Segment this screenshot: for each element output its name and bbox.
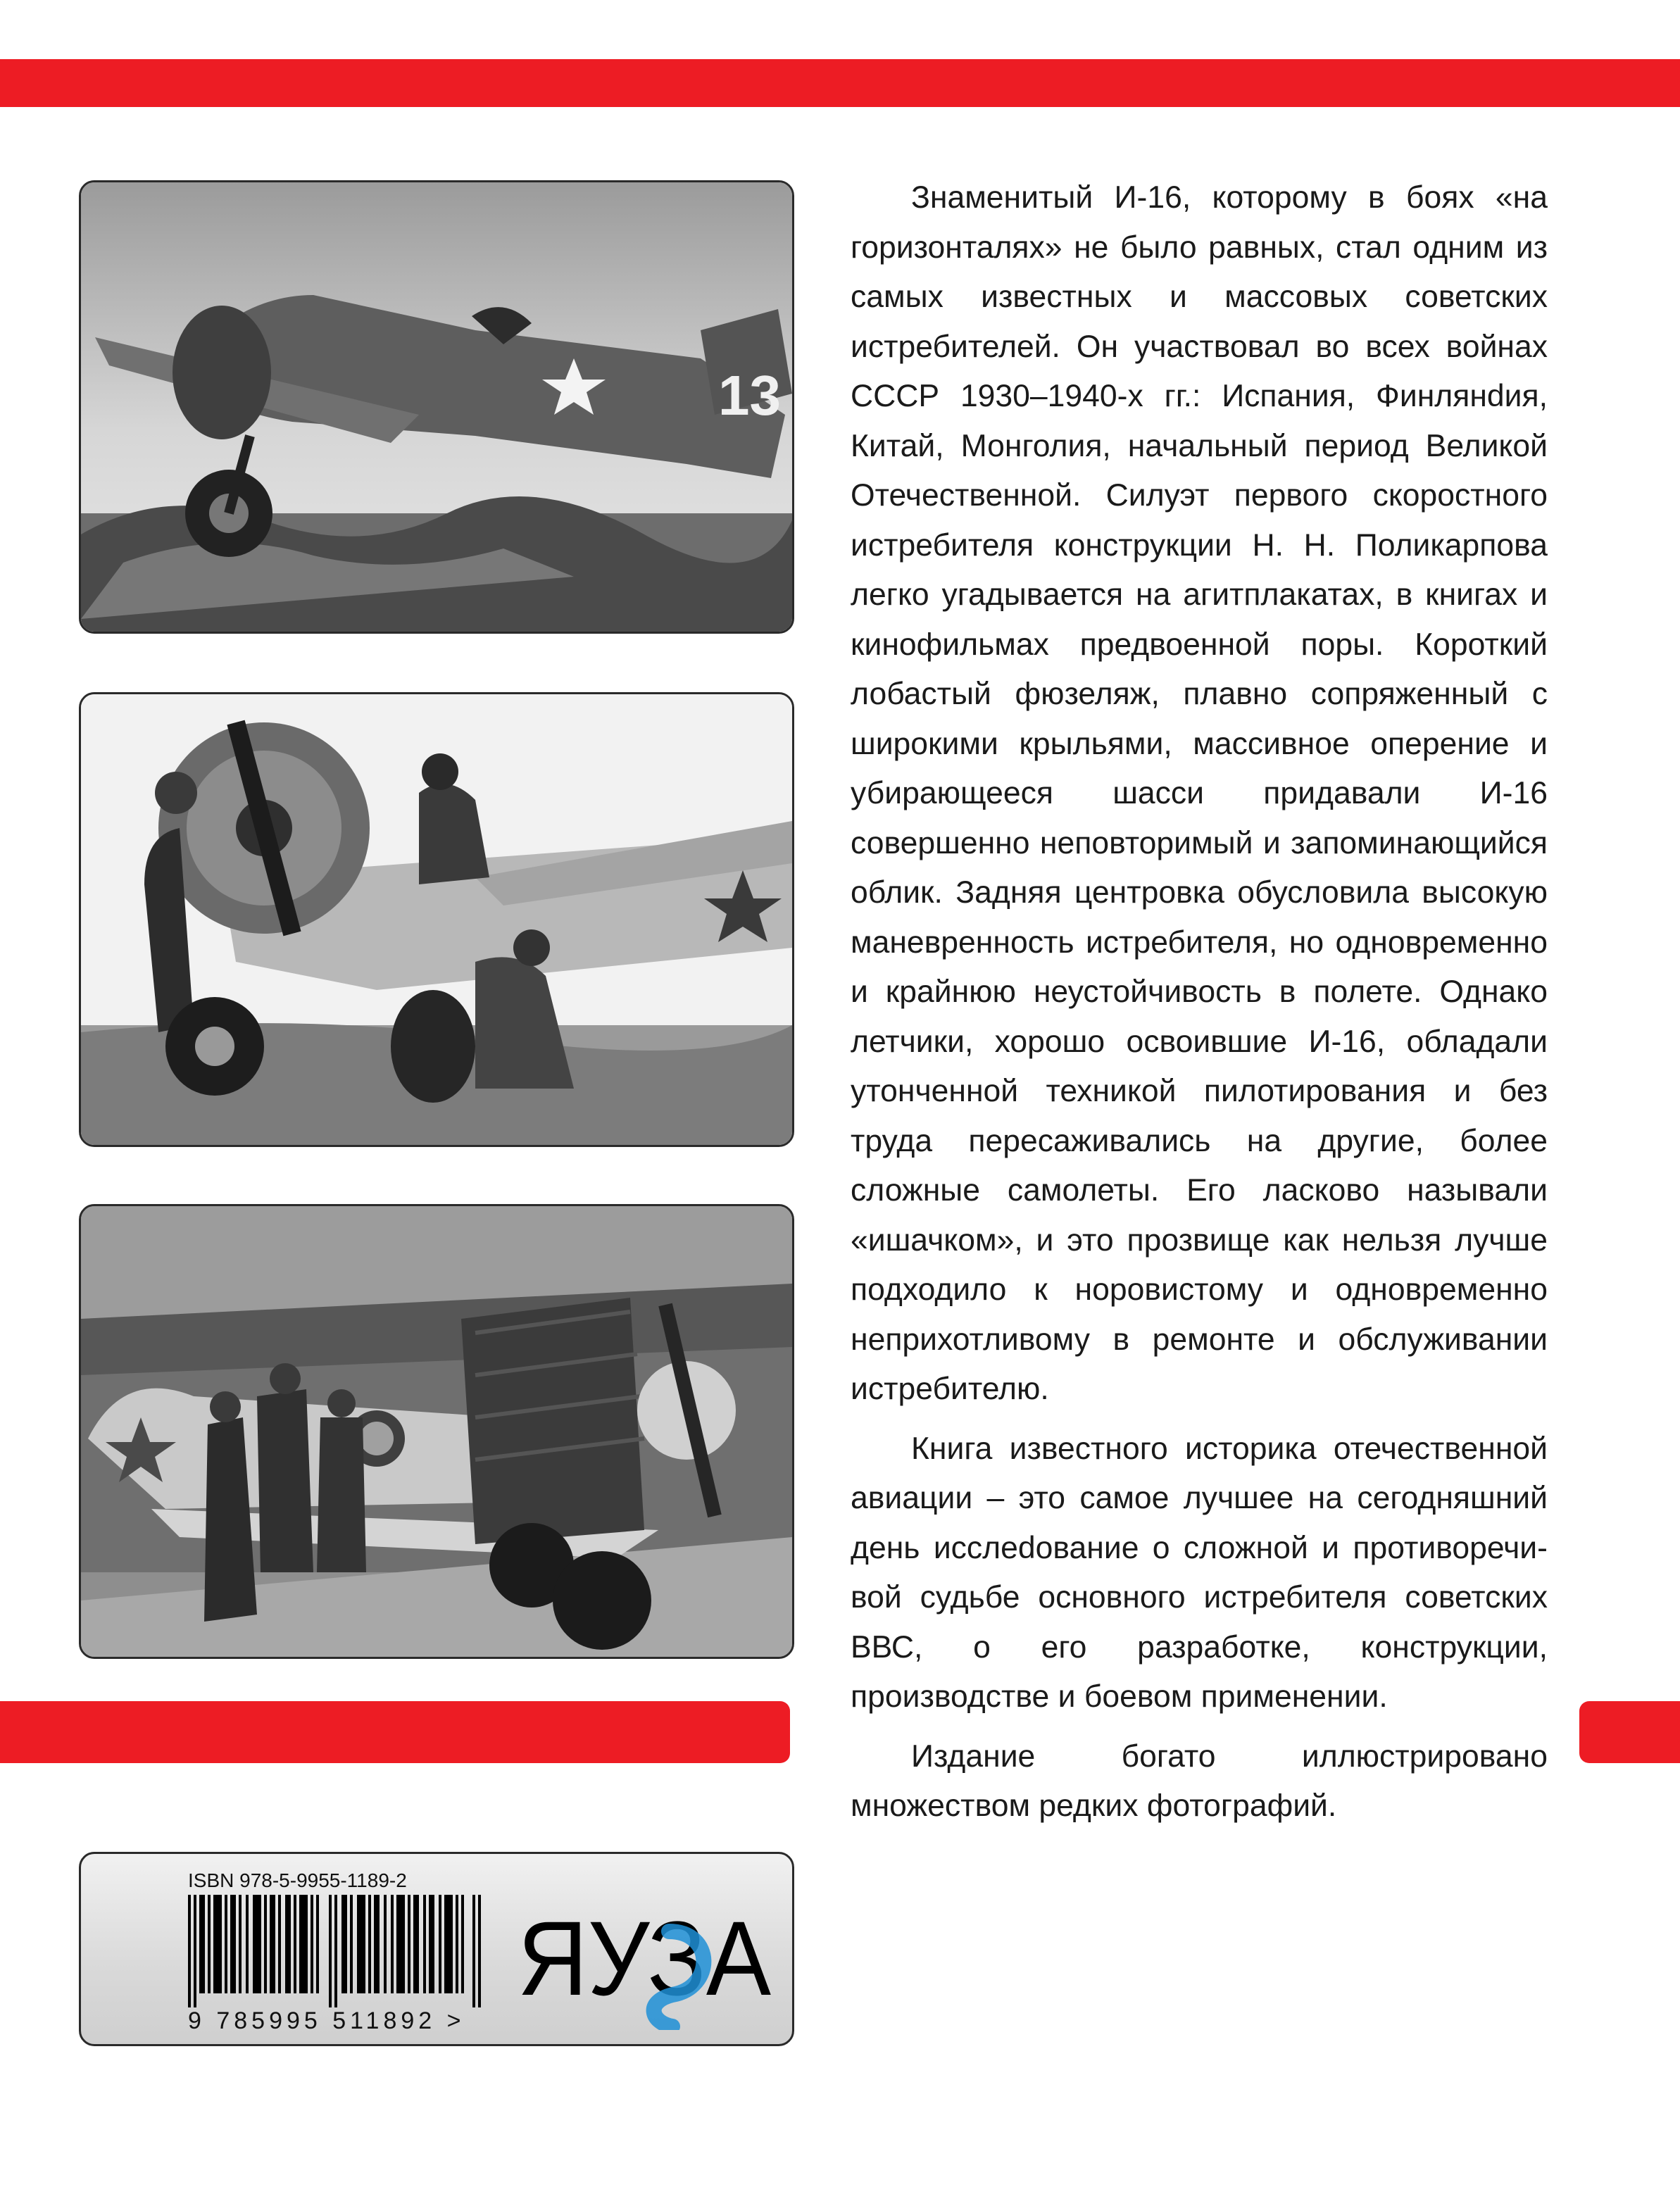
barcode-panel xyxy=(79,1852,794,2046)
photo-i16-field xyxy=(79,180,794,634)
isbn-label: ISBN 978-5-9955-1189-2 xyxy=(188,1869,407,1891)
photo-mechanics-servicing xyxy=(79,692,794,1147)
photo-pilots-airfield xyxy=(79,1204,794,1659)
top-red-band xyxy=(0,59,1680,107)
right-red-tab xyxy=(1579,1701,1680,1763)
left-red-band xyxy=(0,1701,790,1763)
barcode-icon xyxy=(188,1895,484,2007)
barcode-digits: 9 785995 511892 > xyxy=(188,2007,465,2034)
publisher-logo-text: ЯУЗА xyxy=(518,1899,771,2017)
paragraph-illustrated: Издание богато иллюстрировано множеством редких фотографий. xyxy=(851,1738,1548,1823)
tail-number: 13 xyxy=(718,364,781,427)
paragraph-intro: Знаменитый И-16, которому в боях «на горизонталях» не было равных, стал одним из самых известных и массовых советских истребителей. Он участвовал во всех войнах СССР 1930–1940-х гг.: Испания, Финлянdия, Китай, Монголия, начальный период Великой Отечественной. Силуэт первого скоростного истребителя конструкции Н. Н. Поликарпова легко угадывается на агитплакатах, в книгах и кинофильмах предвоенной поры. Короткий лобастый фюзеляж, плавно сопряженный с широкими крыльями, массивное оперение и убирающееся шасси придавали И-16 совершенно неповторимый и запоминающийся облик. Задняя центровка обусловила высокую маневренность истребителя, но одновременно и крайнюю неустойчивость в полете. Однако летчики, хорошо освоившие И-16, обладали утонченной техникой пилотирования и без труда пересаживались на другие, более сложные самолеты. Его ласково называли «ишачком», и это прозвище как нельзя лучше подходило к норовистому и одновременно неприхотливому в ремонте и обслуживании истребителю. xyxy=(851,180,1548,1406)
publisher-logo xyxy=(503,1882,785,2030)
paragraph-book: Книга известного историка отечественной авиации – это самое лучшее на сегодняшний день исслеdование о сложной и противоречивой судьбе основного истребителя советских ВВС, о его разработке, конструкции, производстве и боевом применении. xyxy=(851,1431,1548,1714)
annotation-text xyxy=(851,173,1548,1841)
